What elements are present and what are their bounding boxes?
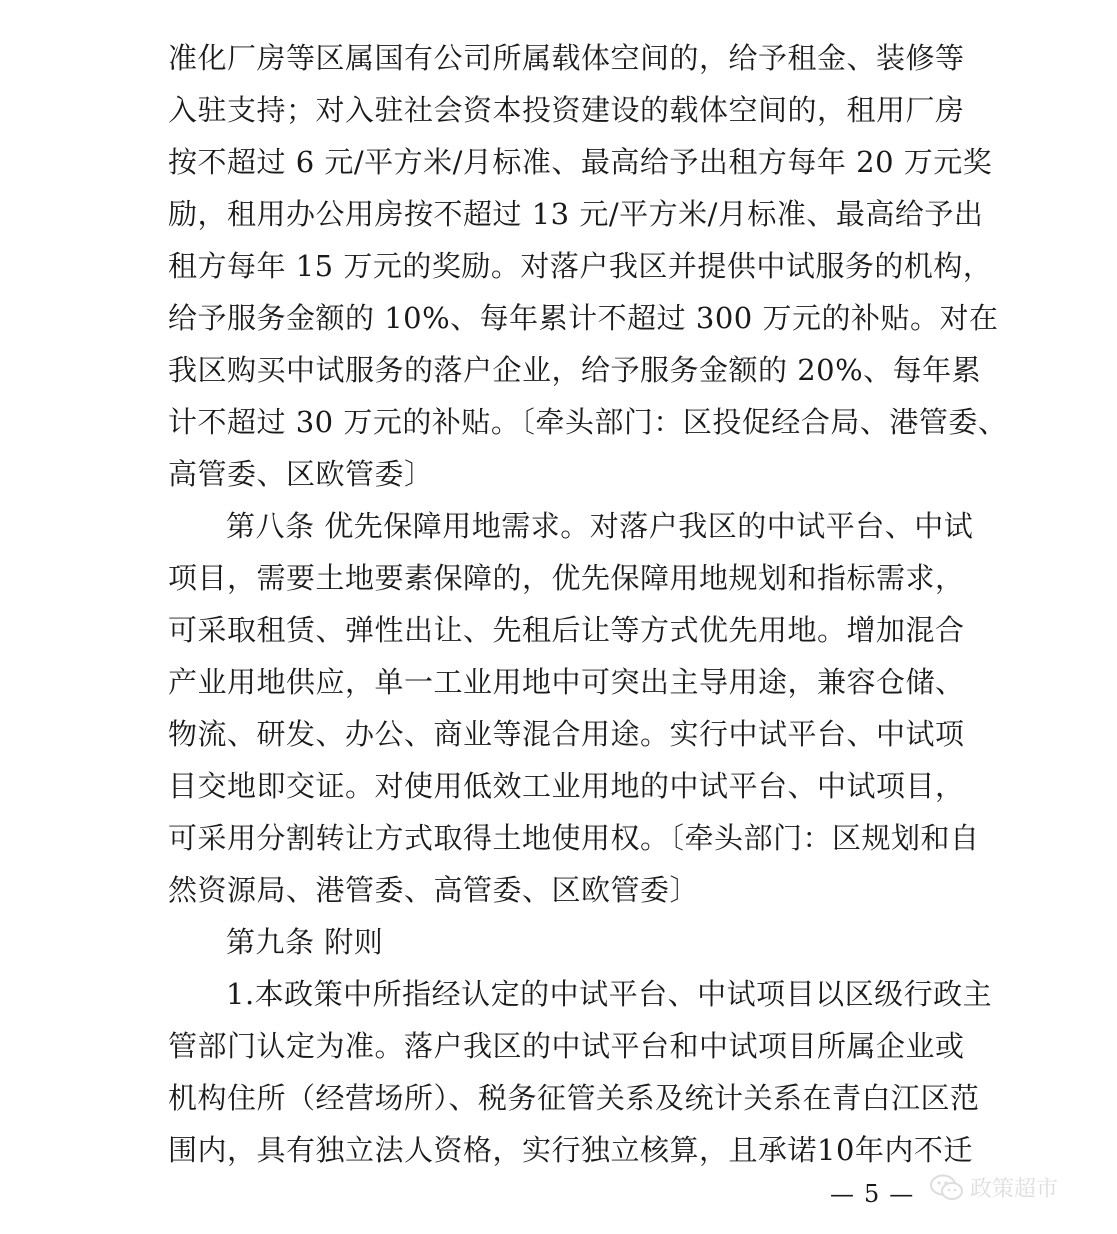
text-line: 可采取租赁、弹性出让、先租后让等方式优先用地。增加混合 xyxy=(168,613,965,647)
text-line: 然资源局、港管委、高管委、区欧管委〕 xyxy=(168,873,700,907)
text-line: 物流、研发、办公、商业等混合用途。实行中试平台、中试项 xyxy=(168,717,965,751)
article-9-heading-line: 第九条 附则 xyxy=(226,925,384,959)
clause-1-line: 1.本政策中所指经认定的中试平台、中试项目以区级行政主 xyxy=(226,977,993,1011)
text-line: 按不超过 6 元/平方米/月标准、最高给予出租方每年 20 万元奖 xyxy=(168,145,993,179)
footer-dash-left: — xyxy=(830,1180,854,1208)
watermark-text: 政策超市 xyxy=(970,1177,1059,1202)
page-number: 5 xyxy=(864,1180,880,1208)
text-line: 围内，具有独立法人资格，实行独立核算，且承诺10年内不迁 xyxy=(168,1133,973,1167)
text-line: 准化厂房等区属国有公司所属载体空间的，给予租金、装修等 xyxy=(168,41,965,75)
text-line: 产业用地供应，单一工业用地中可突出主导用途，兼容仓储、 xyxy=(168,665,965,699)
text-line: 租方每年 15 万元的奖励。对落户我区并提供中试服务的机构， xyxy=(168,249,993,283)
wechat-icon xyxy=(930,1174,964,1202)
watermark xyxy=(930,1172,1058,1203)
article-8-heading-line: 第八条 优先保障用地需求。对落户我区的中试平台、中试 xyxy=(226,509,974,543)
text-line: 可采用分割转让方式取得土地使用权。〔牵头部门：区规划和自 xyxy=(168,821,980,855)
text-line: 项目，需要土地要素保障的，优先保障用地规划和指标需求， xyxy=(168,561,965,595)
text-line: 计不超过 30 万元的补贴。〔牵头部门：区投促经合局、港管委、 xyxy=(168,405,1008,439)
text-line: 管部门认定为准。落户我区的中试平台和中试项目所属企业或 xyxy=(168,1029,965,1063)
document-body xyxy=(168,32,1008,1176)
text-line: 目交地即交证。对使用低效工业用地的中试平台、中试项目， xyxy=(168,769,965,803)
text-line: 高管委、区欧管委〕 xyxy=(168,457,434,491)
text-line: 我区购买中试服务的落户企业，给予服务金额的 20%、每年累 xyxy=(168,353,982,387)
text-line: 入驻支持；对入驻社会资本投资建设的载体空间的，租用厂房 xyxy=(168,93,965,127)
footer-dash-right: — xyxy=(889,1180,914,1208)
text-line: 励，租用办公用房按不超过 13 元/平方米/月标准、最高给予出 xyxy=(168,197,984,231)
page-footer xyxy=(830,1180,913,1208)
text-line: 给予服务金额的 10%、每年累计不超过 300 万元的补贴。对在 xyxy=(168,301,999,335)
text-line: 机构住所（经营场所）、税务征管关系及统计关系在青白江区范 xyxy=(168,1081,980,1115)
